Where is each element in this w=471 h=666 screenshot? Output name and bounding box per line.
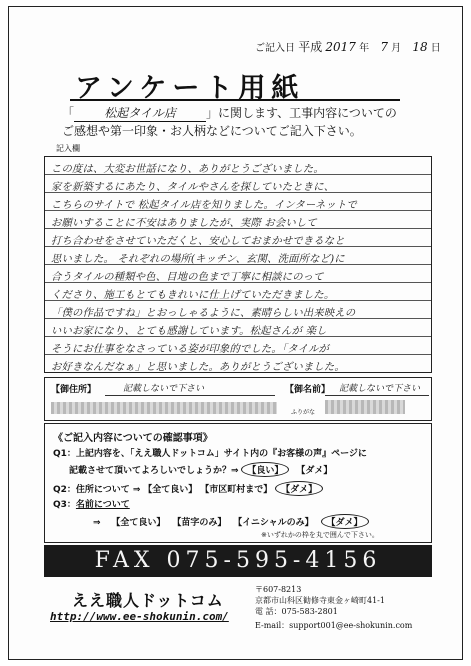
q3-option-initials[interactable]: 【イニシャルのみ】 bbox=[233, 518, 314, 528]
form-title: アンケート用紙 bbox=[75, 73, 305, 104]
title-underline bbox=[70, 99, 400, 101]
intro-line-2: ご感想や第一印象・お人柄などについてご記入下さい。 bbox=[62, 124, 362, 138]
address-label: 【御住所】 bbox=[51, 385, 97, 395]
confirmation-box bbox=[44, 423, 432, 543]
entry-box bbox=[44, 156, 432, 373]
entry-text-line: 合うタイルの種類や色、目地の色まで丁寧に相談にのって bbox=[51, 271, 324, 283]
q3-option-surname[interactable]: 【苗字のみ】 bbox=[172, 518, 227, 528]
entry-text-line: くださり、施工もとてもきれいに仕上げていただきました。 bbox=[51, 289, 335, 301]
address-value: 記載しないで下さい bbox=[123, 384, 205, 394]
q1-row-2 bbox=[69, 462, 332, 477]
entry-text-line: この度は、大変お世話になり、ありがとうございました。 bbox=[51, 163, 324, 175]
q2-option-all[interactable]: 【全て良い】 bbox=[143, 485, 198, 495]
company-postal: 〒607-8213 bbox=[255, 585, 302, 594]
entry-text-line: お願いすることに不安はありましたが、実際 お会いして bbox=[51, 217, 317, 229]
company-name: ええ職人ドットコム bbox=[72, 591, 224, 610]
day-value: 18 bbox=[412, 40, 428, 54]
q1-text-1: 上記内容を、「ええ職人ドットコム」サイト内の『お客様の声』ページに bbox=[75, 449, 367, 459]
q1-option-good[interactable]: 【良い】 bbox=[241, 462, 289, 477]
entry-text-line: いいお家になり、とても感謝しています。松起さんが 楽し bbox=[51, 325, 327, 337]
q3-label: Q3： bbox=[53, 500, 76, 510]
store-name: 松起タイル店 bbox=[74, 104, 206, 122]
q3-row-1 bbox=[53, 497, 130, 510]
entry-text-line: こちらのサイトで 松起タイル店を知りました。インターネットで bbox=[51, 199, 358, 211]
entry-text-line: お好きなんだなぁ」と思いました。ありがとうございました。 bbox=[51, 361, 345, 373]
q3-arrow: ⇒ bbox=[93, 518, 101, 528]
entry-text-line: 思いました。 それぞれの場所(キッチン、玄関、洗面所など)に bbox=[51, 253, 345, 265]
company-email: E-mail：support001@ee-shokunin.com bbox=[255, 621, 413, 630]
entry-text-line: 「僕の作品ですね」とおっしゃるように、素晴らしい出来映えの bbox=[51, 307, 356, 319]
address-underline bbox=[105, 395, 275, 396]
q2-option-city[interactable]: 【市区町村まで】 bbox=[200, 485, 273, 495]
date-row bbox=[255, 38, 441, 55]
day-unit: 日 bbox=[430, 43, 441, 54]
era: 平成 bbox=[298, 40, 323, 54]
company-tel: 電 話：075-583-2801 bbox=[255, 607, 338, 616]
q2-label: Q2： bbox=[53, 485, 76, 495]
confirm-note: ※いずれかの枠を丸で囲んで下さい。 bbox=[261, 531, 379, 539]
q2-row bbox=[53, 481, 323, 496]
furigana-label: ふりがな bbox=[291, 409, 316, 416]
q1-option-no[interactable]: 【ダメ】 bbox=[296, 466, 333, 476]
q1-text-2: 記載させて頂いてよろしいでしょうか？⇒ bbox=[69, 466, 239, 476]
entry-label: 記入欄 bbox=[56, 144, 80, 153]
entry-text-line: 打ち合わせをさせていただくと、安心しておまかせできるなと bbox=[51, 235, 345, 247]
year-value: 2017 bbox=[325, 40, 356, 54]
name-value: 記載しないで下さい bbox=[339, 384, 421, 394]
q3-option-no[interactable]: 【ダメ】 bbox=[321, 514, 369, 529]
name-label: 【御名前】 bbox=[285, 385, 331, 395]
q2-text: 住所について ⇒ bbox=[75, 485, 141, 495]
q1-row-1 bbox=[53, 446, 367, 459]
close-bracket: 」 bbox=[206, 106, 219, 120]
entry-text-line: そうにお仕事をなさっている姿が印象的でした。「タイルが bbox=[51, 343, 330, 355]
open-bracket: 「 bbox=[62, 106, 75, 120]
q1-label: Q1： bbox=[53, 449, 76, 459]
redacted-address bbox=[51, 402, 277, 414]
confirm-heading: 《ご記入内容についての確認事項》 bbox=[53, 433, 213, 444]
name-underline bbox=[325, 395, 429, 396]
intro-line-1 bbox=[62, 104, 397, 122]
fax-number-bar: FAX 075-595-4156 bbox=[44, 545, 432, 577]
q2-option-no[interactable]: 【ダメ】 bbox=[275, 481, 323, 496]
q3-option-all[interactable]: 【全て良い】 bbox=[111, 518, 166, 528]
q3-text: 名前について bbox=[75, 500, 130, 510]
date-label: ご記入日 bbox=[255, 43, 295, 54]
entry-text-line: 家を新築するにあたり、タイルやさんを探していたときに、 bbox=[51, 181, 335, 193]
month-unit: 月 bbox=[391, 43, 402, 54]
year-unit: 年 bbox=[359, 43, 370, 54]
company-url[interactable]: http://www.ee-shokunin.com/ bbox=[50, 610, 229, 623]
month-value: 7 bbox=[380, 40, 388, 54]
redacted-name bbox=[325, 400, 405, 414]
intro-line-1-rest: に関します、工事内容についての bbox=[218, 106, 397, 120]
company-address: 京都市山科区勧修寺東金ヶ崎町41-1 bbox=[255, 596, 385, 605]
q3-row-2 bbox=[93, 514, 369, 529]
address-name-box bbox=[44, 377, 432, 421]
